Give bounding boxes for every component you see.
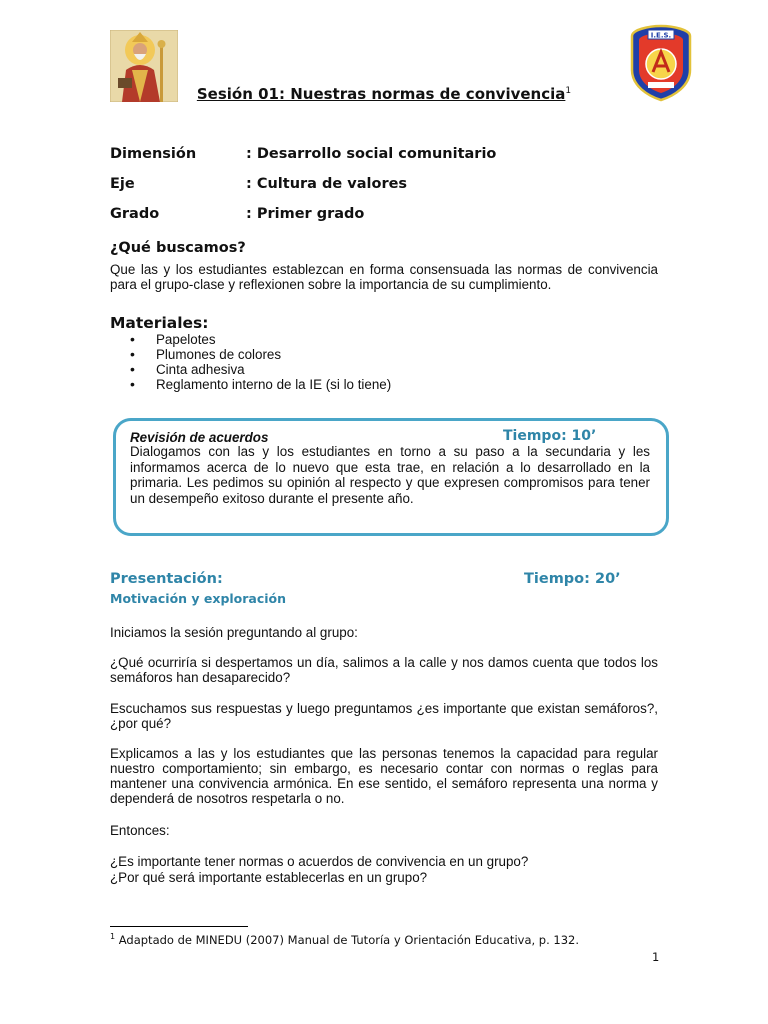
paragraph: ¿Es importante tener normas o acuerdos de convivencia en un grupo? <box>110 854 529 869</box>
presentacion-time: Tiempo: 20’ <box>524 571 621 587</box>
revision-time: Tiempo: 10’ <box>503 428 597 444</box>
footnote-divider <box>110 926 248 927</box>
meta-value: : Cultura de valores <box>246 176 408 192</box>
revision-text: Dialogamos con las y los estudiantes en torno a su paso a la secundaria y les informamos acerca de lo nuevo que esta trae, en relación a lo desarrollado en la primaria. Les pedimos su opinión al respecto y que expresen compromisos para tener un desempeño exitoso durante el presente año. <box>130 444 650 506</box>
paragraph: ¿Qué ocurriría si despertamos un día, salimos a la calle y nos damos cuenta que todos los semáforos han desaparecido? <box>110 655 658 685</box>
meta-label: Grado <box>110 206 160 222</box>
session-title <box>0 85 768 103</box>
paragraph: Escuchamos sus respuestas y luego preguntamos ¿es importante que existan semáforos?, ¿por qué? <box>110 701 658 731</box>
paragraph: ¿Por qué será importante establecerlas en un grupo? <box>110 870 428 885</box>
list-item: • Cinta adhesiva <box>110 362 391 377</box>
session-title-text: Sesión 01: Nuestras normas de convivencia <box>196 85 566 103</box>
footnote <box>110 932 579 947</box>
meta-label: Eje <box>110 176 135 192</box>
materiales-list <box>110 332 391 392</box>
paragraph: Iniciamos la sesión preguntando al grupo: <box>110 625 358 640</box>
footnote-number: 1 <box>110 932 116 941</box>
presentacion-heading: Presentación: <box>110 571 223 587</box>
paragraph: Explicamos a las y los estudiantes que las personas tenemos la capacidad para regular nuestro comportamiento; sin embargo, es necesario contar con normas o reglas para mantener una convivencia armónica. En ese sentido, el semáforo representa una norma y dependerá de nosotros respetarla o no. <box>110 746 658 806</box>
meta-label: Dimensión <box>110 146 197 162</box>
que-buscamos-heading: ¿Qué buscamos? <box>110 240 246 256</box>
svg-text:I.E.S.: I.E.S. <box>650 31 672 40</box>
revision-title: Revisión de acuerdos <box>130 430 269 445</box>
paragraph: Entonces: <box>110 823 170 838</box>
footnote-reference: 1 <box>565 86 572 96</box>
page-number: 1 <box>652 950 660 964</box>
que-buscamos-text: Que las y los estudiantes establezcan en forma consensuada las normas de convivencia para el grupo-clase y reflexionen sobre la importancia de su cumplimiento. <box>110 262 658 292</box>
meta-value: : Primer grado <box>246 206 365 222</box>
meta-value: : Desarrollo social comunitario <box>246 146 497 162</box>
list-item: • Reglamento interno de la IE (si lo tiene) <box>110 377 391 392</box>
footnote-text: Adaptado de MINEDU (2007) Manual de Tutoría y Orientación Educativa, p. 132. <box>115 932 580 947</box>
list-item: • Papelotes <box>110 332 391 347</box>
materiales-heading: Materiales: <box>110 314 209 332</box>
list-item: • Plumones de colores <box>110 347 391 362</box>
presentacion-subheading: Motivación y exploración <box>110 591 287 606</box>
